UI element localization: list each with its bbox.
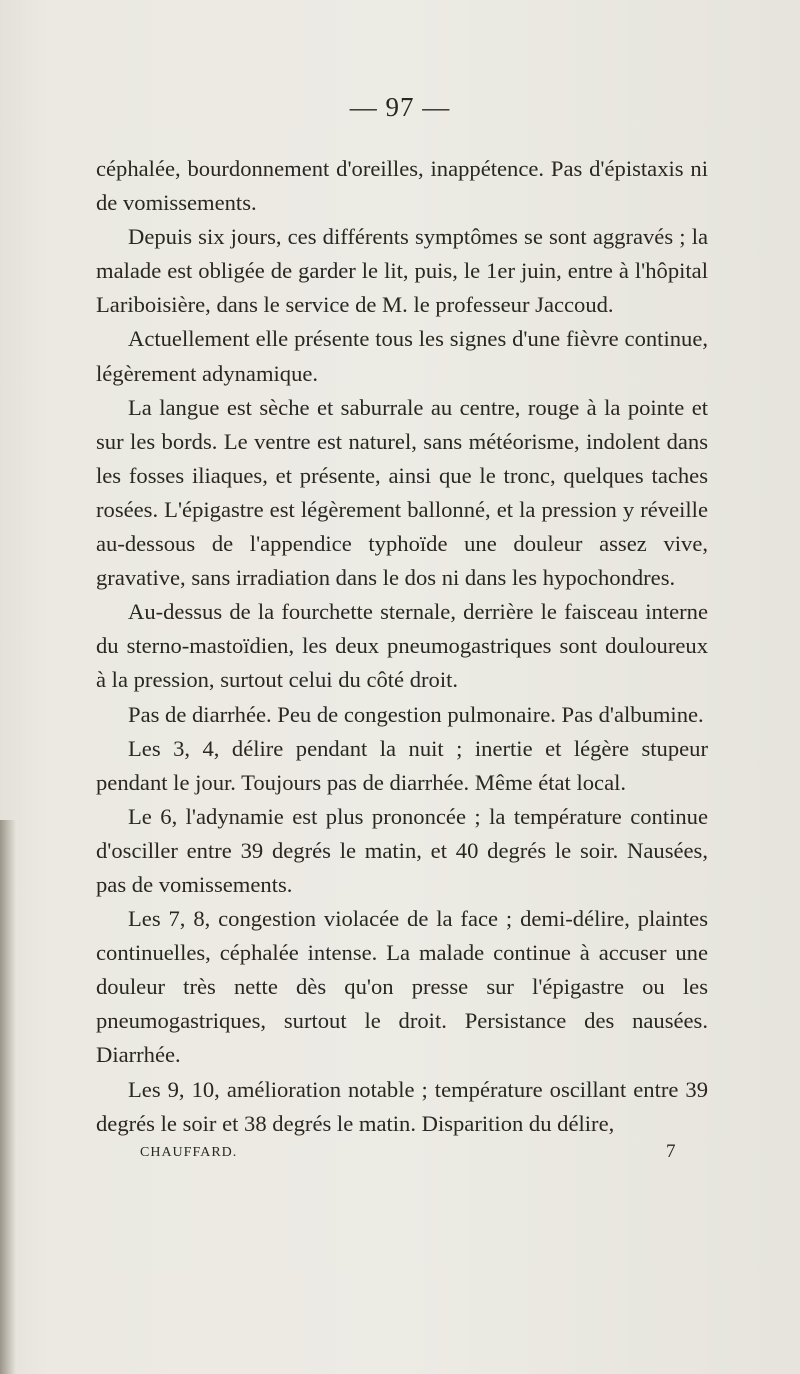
paragraph: Depuis six jours, ces différents symptômes se sont aggravés ; la malade est obligée de garder le lit, puis, le 1er juin, entre à l'hôpital Lariboisière, dans le service de M. le professeur Jaccoud. bbox=[96, 224, 708, 318]
sheet-number: 7 bbox=[666, 1141, 676, 1162]
page-number: — 97 — bbox=[349, 92, 451, 122]
paragraph: Actuellement elle présente tous les signes d'une fièvre continue, légèrement adynamique. bbox=[96, 326, 708, 386]
paragraph: Les 7, 8, congestion violacée de la face ; demi-délire, plaintes continuelles, céphalée intense. La malade continue à accuser une douleur très nette dès qu'on presse sur l'épigastre ou les pneumogastriques, surtout le droit. Persistance des nausées. Diarrhée. bbox=[96, 906, 708, 1068]
paragraph: Les 9, 10, amélioration notable ; température oscillant entre 39 degrés le soir et 38 degrés le matin. Disparition du délire, bbox=[96, 1076, 708, 1136]
paragraph: La langue est sèche et saburrale au centre, rouge à la pointe et sur les bords. Le ventre est naturel, sans météorisme, indolent dans les fosses iliaques, et présente, ainsi que le tronc, quelques taches rosées. L'épigastre est légèrement ballonné, et la pression y réveille au-dessous de l'appendice typhoïde une douleur assez vive, gravative, sans irradiation dans le dos ni dans les hypochondres. bbox=[96, 394, 708, 591]
paragraph: Les 3, 4, délire pendant la nuit ; inertie et légère stupeur pendant le jour. Toujours pas de diarrhée. Même état local. bbox=[96, 735, 708, 795]
paragraph: Au-dessus de la fourchette sternale, derrière le faisceau interne du sterno-mastoïdien, les deux pneumogastriques sont douloureux à la pression, surtout celui du côté droit. bbox=[96, 599, 708, 693]
signature-mark: CHAUFFARD. bbox=[140, 1145, 238, 1160]
paragraph: Le 6, l'adynamie est plus prononcée ; la température continue d'osciller entre 39 degrés le matin, et 40 degrés le soir. Nausées, pas de vomissements. bbox=[96, 803, 708, 897]
page-edge-shadow bbox=[0, 820, 16, 1374]
paragraph: Pas de diarrhée. Peu de congestion pulmonaire. Pas d'albumine. bbox=[128, 701, 704, 727]
body-text bbox=[96, 152, 708, 1141]
paragraph: céphalée, bourdonnement d'oreilles, inappétence. Pas d'épistaxis ni de vomissements. bbox=[96, 156, 708, 216]
